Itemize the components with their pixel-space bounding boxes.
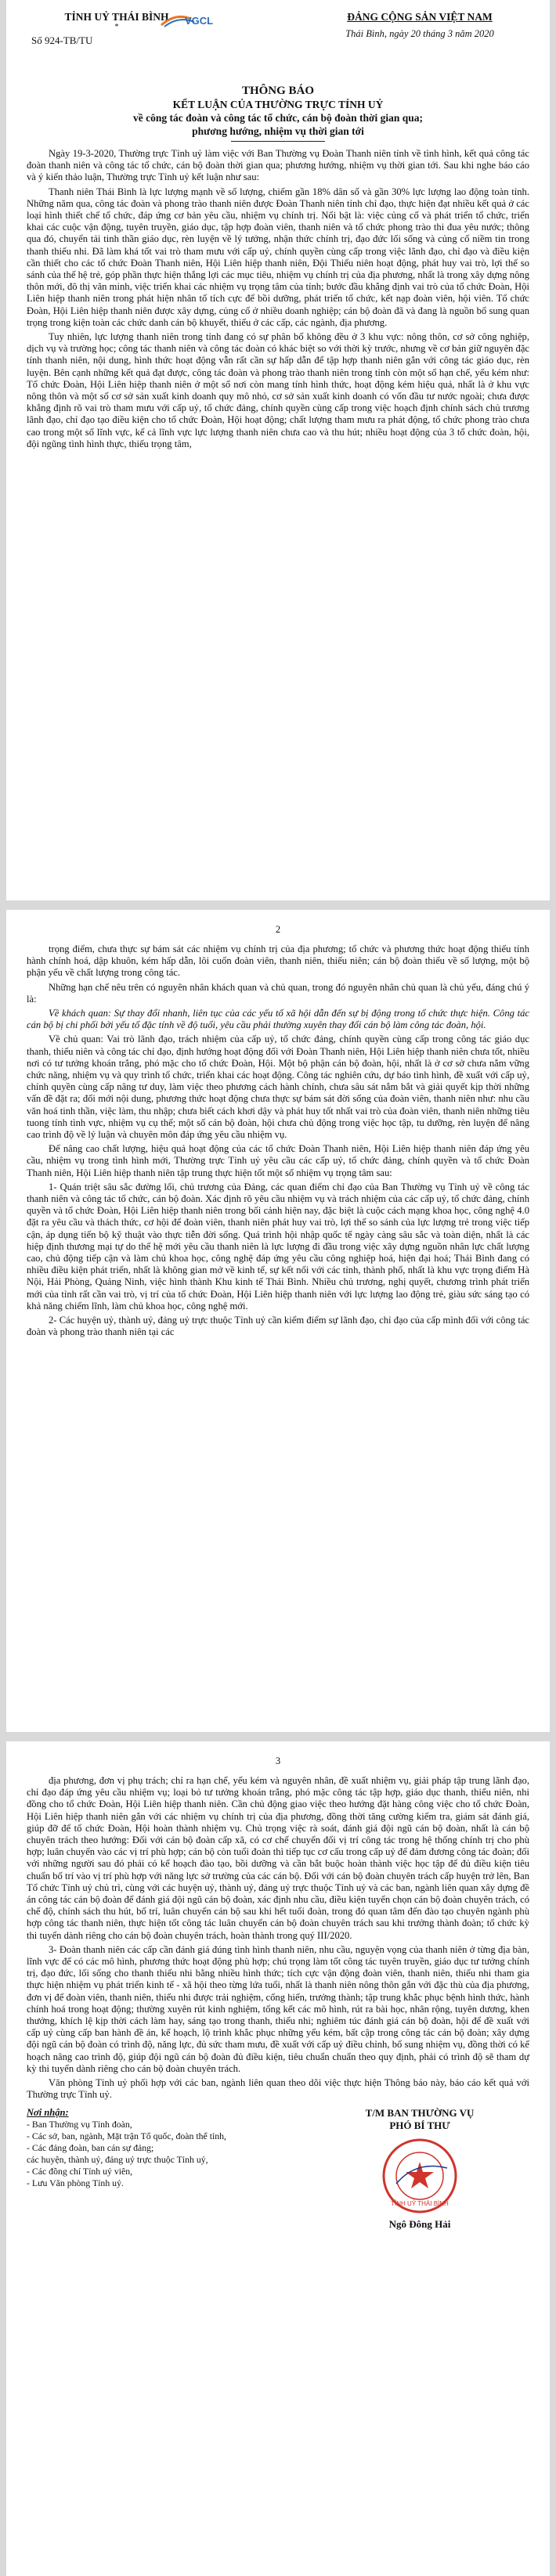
- paragraph: Những hạn chế nêu trên có nguyên nhân khách quan và chủ quan, trong đó nguyên nhân chủ quan là chủ yếu, đáng chú ý là:: [27, 981, 529, 1005]
- document-number: Số 924-TB/TU: [31, 34, 93, 46]
- recipient-item: - Các đảng đoàn, ban cán sự đảng;: [27, 2142, 154, 2154]
- paragraph: trọng điểm, chưa thực sự bám sát các nhiệm vụ chính trị của địa phương; tổ chức và phương thức hoạt động thiếu tính hành chính hoá, dập khuôn, kém hấp dẫn, lôi cuốn đoàn viên, thanh niên, thiếu niên; cán bộ đoàn thiếu về số lượng, một bộ phận yếu về chất lượng trong công tác.: [27, 943, 529, 979]
- signer-title: T/M BAN THƯỜNG VỤ: [365, 2107, 475, 2120]
- paragraph-subjective-causes: Về chủ quan: Vai trò lãnh đạo, trách nhiệm của cấp uỷ, tổ chức đảng, chính quyền cùng cấp trong công tác giáo dục thanh, thiếu niên và công tác chỉ đạo, định hướng hoạt động đối với Đoàn Thanh niên, Hội Liên hiệp thanh niên chưa tốt, nhiều nơi có tư tưởng khoán trắng, phó mặc cho tổ chức Đoàn, Hội. Một bộ phận cán bộ đoàn, hội, nhất là ở cơ sở chưa nắm vững chức năng, nhiệm vụ và quy trình tổ chức, triển khai các hoạt động. Công tác nghiên cứu, dự báo tình hình, đề xuất với cấp uỷ, chính quyền cùng cấp nâng tư duy, làm việc theo phương cách hành chính, chưa sâu sát nắm bắt và giải quyết kịp thời những vấn đề đặt ra; đổi mới nội dung, phương thức hoạt động chưa thực sự bám sát đời sống của đoàn viên, thanh niên như: nhu cầu văn hoá tinh thần, việc làm, thu nhập; chưa biết cách khơi dậy và phát huy tốt nhất vai trò của đoàn viên, thanh niên những tiêu tuong tính tình vực, nhiệm vụ cụ thể; một số cán bộ đoàn, hội chưa chủ động trong việc học tập, tu dưỡng, rèn luyện để nâng cao trình độ về lý luận và chuyên môn đáp ứng yêu cầu nhiệm vụ.: [27, 1034, 529, 1141]
- paragraph: Thanh niên Thái Bình là lực lượng mạnh về số lượng, chiếm gần 18% dân số và gần 30% lực lượng lao động toàn tỉnh. Những năm qua, công tác đoàn và phong trào thanh niên được Đoàn Thanh niên tỉnh chỉ đạo, thực hiện đạt nhiều kết quả ở các loại hình thiết chế tổ chức, đáp ứng cơ bản yêu cầu, nhiệm vụ chính trị. Nổi bật là: việc củng cố và phát triển tổ chức, triển khai các cuộc vận động, tuyên truyền, giáo dục, tập hợp đoàn viên, thanh niên và tổ chức phong trào thi đua yêu nước; thông qua đó, chuyển tải tinh thần giáo dục, rèn luyện về lý tưởng, nhận thức chính trị, đạo đức lối sống và củng cố niềm tin trong thanh thiếu nhi. Đã làm khá tốt vai trò tham mưu với cấp uỷ, chính quyền cùng cấp trong việc lãnh đạo, chỉ đạo và điều kiện cần thiết cho các tổ chức Đoàn Thanh niên, Hội Liên hiệp thanh niên, Đội Thiếu niên hoạt động, phát huy vai trò, lợi thế so sánh của thế hệ trẻ, góp phần thực hiện thắng lợi các mục tiêu, nhiệm vụ chính trị của địa phương, nhất là trong xây dựng nông thôn mới, đô thị văn minh, việc triển khai các nhiệm vụ trọng tâm của tỉnh; bước đầu khẳng định vai trò của tổ chức Đoàn, Hội Liên hiệp thanh niên trong phát hiện nhân tố tích cực để bồi dưỡng, phát triển tổ chức, kết nạp đoàn viên, hội viên. Tổ chức Đoàn, Hội Liên hiệp thanh niên được xây dựng, củng cố ở nhiều doanh nghiệp; cán bộ đoàn đã và đang là nguồn bổ sung quan trọng trong kiện toàn các chức danh cán bộ khuyết, thiếu ở các cấp, các ngành, địa phương.: [27, 186, 529, 328]
- issuer-star: *: [114, 23, 119, 31]
- logo-text: VGCL: [185, 15, 214, 27]
- party-block: [310, 11, 529, 40]
- issuer-name: TỈNH UỶ THÁI BÌNH: [64, 11, 169, 23]
- page-number: 3: [275, 1755, 281, 1766]
- paragraph: Để nâng cao chất lượng, hiệu quả hoạt động của các tổ chức Đoàn Thanh niên, Hội Liên hiệp thanh niên đáp ứng yêu cầu, nhiệm vụ trong tình hình mới, Thường trực Tỉnh uỷ yêu cầu các cấp uỷ, tổ chức đảng, chính quyền và tổ chức Đoàn Thanh niên, Hội Liên hiệp thanh niên tập trung thực hiện tốt một số nhiệm vụ trọng tâm sau:: [27, 1143, 529, 1178]
- vgcl-logo-icon: [160, 11, 221, 28]
- paragraph-task-3: 3- Đoàn thanh niên các cấp cần đánh giá đúng tình hình thanh niên, nhu cầu, nguyện vọng của thanh niên ở từng địa bàn, lĩnh vực để có các mô hình, phương thức hoạt động phù hợp; chú trọng làm tốt công tác tuyên truyền, giáo dục tư tưởng chính trị, đạo đức, lối sống cho thanh thiếu nhi bằng nhiều hình thức; tích cực vận động đoàn viên, thanh niên, thiếu nhi tham gia thực hiện nhiệm vụ phát triển kinh tế - xã hội theo từng lứa tuổi, nhất là thanh niên nông thôn gắn với đặc thù của địa phương, đơn vị để đoàn viên, thanh niên, thiếu nhi được trải nghiệm, cống hiến, trưởng thành; tập trung khắc phục bệnh hình thức, hành chính hoá trong hoạt động; thường xuyên rút kinh nghiệm, tổng kết các mô hình, rút ra bài học, nhân rộng, tuyên dương, khen thưởng, khích lệ kịp thời cách làm hay, sáng tạo trong thanh, thiếu nhi; nghiêm túc đánh giá cán bộ đoàn, hội để đề xuất với cấp uỷ cùng cấp ban hành đề án, kế hoạch, lộ trình khắc phục những yếu kém, bất cập trong công tác cán bộ đoàn; xây dựng đội ngũ cán bộ đoàn có trình độ, năng lực, đủ sức tham mưu, đề xuất với cấp uỷ điều chỉnh, bổ sung nhiệm vụ, đồng thời có kế hoạch nâng cao trình độ, giúp đội ngũ cán bộ đoàn đủ điều kiện, tiêu chuẩn chuẩn theo quy định, phải có trình độ sẽ tham dự kỳ thi tuyển dành riêng cho cán bộ đoàn chuyên trách.: [27, 1943, 529, 2074]
- subtitle-line-2: về công tác đoàn và công tác tổ chức, cán bộ đoàn thời gian qua;: [133, 112, 423, 124]
- page-2: [6, 910, 550, 1732]
- recipient-item: các huyện, thành uỷ, đảng uỷ trực thuộc Tỉnh uỷ,: [27, 2154, 208, 2166]
- recipient-item: - Lưu Văn phòng Tỉnh uỷ.: [27, 2177, 124, 2189]
- paragraph-closing: Văn phòng Tỉnh uỷ phối hợp với các ban, ngành liên quan theo dõi việc thực hiện Thông báo này, báo cáo kết quả với Thường trực Tỉnh uỷ.: [27, 2077, 529, 2101]
- signature-section: [27, 2107, 529, 2279]
- page-number: 2: [275, 924, 281, 935]
- document-title: THÔNG BÁO: [241, 85, 315, 97]
- paragraph-objective-causes: Về khách quan: Sự thay đổi nhanh, liên tục của các yếu tố xã hội dẫn đến sự bị động trong tổ chức thực hiện. Công tác cán bộ bị chi phối bởi yếu tố đặc tính về độ tuổi, yêu cầu phải thường xuyên thay đổi cán bộ làm công tác đoàn, hội.: [27, 1008, 529, 1031]
- paragraph-task-2: 2- Các huyện uỷ, thành uỷ, đảng uỷ trực thuộc Tỉnh uỷ cần kiểm điểm sự lãnh đạo, chỉ đạo của cấp mình đối với công tác đoàn và phong trào thanh niên tại các: [27, 1315, 529, 1338]
- recipients-heading: Nơi nhận:: [27, 2107, 69, 2119]
- paragraph-task-1: 1- Quán triệt sâu sắc đường lối, chủ trương của Đảng, các quan điểm chỉ đạo của Ban Thường vụ Tỉnh uỷ về công tác thanh niên và công tác tổ chức, cán bộ đoàn. Xác định rõ yêu cầu nhiệm vụ và trách nhiệm của các cấp uỷ, tổ chức đảng, chính quyền và tổ chức Đoàn, Hội Liên hiệp thanh niên trong bối cảnh hiện nay, đặc biệt là cuộc cách mạng khoa học, công nghệ 4.0 đặt ra yêu cầu và thách thức, cơ hội để đoàn viên, thanh niên phát huy vai trò, lợi thế so sánh của lực lượng trẻ trong việc tiếp cận, áp dụng tiến bộ kỹ thuật vào thực tiễn đời sống. Quá trình hội nhập quốc tế ngày càng sâu sắc và toàn diện, nhất là các hiệp định thương mại tự do thế hệ mới yêu cầu thanh niên là lực lượng đi đầu trong việc xây dựng nguồn nhân lực chất lượng cao, chủ động tiếp cận và làm chủ khoa học, công nghệ đáp ứng yêu cầu công nghiệp hoá, hiện đại hoá; Thái Bình đang có nhiều điều kiện phát triển, nhất là không gian mở về kinh tế, sự kết nối với các tỉnh, thành phố, nhất là khu vực trọng điểm Hà Nội, Hải Phòng, Quảng Ninh, việc hình thành Khu kinh tế Thái Bình. Nhiều chủ trương, nghị quyết, chương trình phát triển mới của tỉnh rất cần vai trò, vị trí của tổ chức Đoàn, Hội Liên hiệp thanh niên với lực lượng lao động trẻ, giàu sức sáng tạo có khả năng chiếm lĩnh, làm chủ khoa học, công nghệ mới.: [27, 1181, 529, 1311]
- signer-position: PHÓ BÍ THƯ: [389, 2120, 450, 2132]
- paragraph: Ngày 19-3-2020, Thường trực Tỉnh uỷ làm việc với Ban Thường vụ Đoàn Thanh niên tỉnh về tình hình, kết quả công tác đoàn thanh niên và công tác tổ chức, cán bộ đoàn thời gian qua; phương hướng, nhiệm vụ thời gian tới. Sau khi nghe báo cáo và ý kiến thảo luận, Thường trực Tỉnh uỷ kết luận như sau:: [27, 148, 529, 183]
- document-header: [27, 11, 529, 83]
- official-seal-icon: [381, 2137, 459, 2215]
- party-name: ĐẢNG CỘNG SẢN VIỆT NAM: [347, 11, 493, 23]
- seal-text: TỈNH UỶ THÁI BÌNH: [391, 2200, 449, 2208]
- page-3: [6, 1741, 550, 2576]
- paragraph: địa phương, đơn vị phụ trách; chỉ ra hạn chế, yếu kém và nguyên nhân, đề xuất nhiệm vụ, giải pháp tập trung lãnh đạo, chỉ đạo đáp ứng yêu cầu nhiệm vụ; loại bỏ tư tưởng khoán trắng, phó mặc công tác tập hợp, giáo dục thanh, thiếu niên, nhi đồng cho tổ chức Đoàn, Hội Liên hiệp thanh niên. Cần chủ động giao việc theo hướng đặt hàng công việc cho tổ chức Đoàn, Hội Liên hiệp thanh niên gắn với các nhiệm vụ chính trị của địa phương, đồng thời tăng cường kiểm tra, giám sát đánh giá, giúp đỡ để tổ chức Đoàn, Hội hoàn thành nhiệm vụ. Chủ trọng việc rà soát, đánh giá đội ngũ cán bộ đoàn, nhất là cán bộ chuyên trách theo hướng: Đối với cán bộ đoàn cấp xã, có cơ chế chuyển đổi vị trí công tác trong hệ thống chính trị cho phù hợp; luân chuyển vào các vị trí phù hợp; cán bộ còn tuổi đoàn thì tiếp tục cơ cấu trong cấp uỷ để đảm đương công tác đoàn; đối với những người sau đó phải có kế hoạch đào tạo, bồi dưỡng và cần bắt buộc hoàn thành việc học tập để đủ điều kiện tiêu chuẩn bố trí vào vị trí phù hợp với năng lực sở trường của các cán bộ. Đối với cán bộ đoàn chuyên trách cấp huyện trở lên, Ban Tổ chức Tỉnh uỷ chủ trì, cùng với các huyện uỷ, thành uỷ, đảng uỷ trực thuộc Tỉnh uỷ và các ban, ngành liên quan xây dựng đề án công tác cán bộ đoàn để đánh giá đội ngũ cán bộ đoàn, xác định nhu cầu, điều kiện tuyển chọn cán bộ đoàn chuyên trách, có chế độ, chính sách thu hút, bố trí, luân chuyển cán bộ sau khi hết tuổi đoàn, trong đó quan tâm đến đào tạo chuyên ngành phù hợp công tác thanh niên, thực hiện tốt công tác luân chuyển cán bộ đoàn chuyên trách sau khi trưởng thành đoàn; tổ chức kỳ thi tuyển dành riêng cho cán bộ đoàn chuyên trách, hoàn thành trong quý III/2020.: [27, 1775, 529, 1941]
- subtitle-line-3: phương hướng, nhiệm vụ thời gian tới: [192, 125, 364, 137]
- paragraph: Tuy nhiên, lực lượng thanh niên trong tỉnh đang có sự phân bố không đều ở 3 khu vực: nông thôn, cơ sở công nghiệp, dịch vụ và trường học; công tác thanh niên và công tác đoàn có khác biệt so với thời kỳ trước, nhưng về cơ bản giữ nguyên đặc tính thanh niên, nội dung, hình thức hoạt động vẫn rất cần sự hấp dẫn để tập hợp thanh niên gắn với công tác giáo dục, rèn luyện. Bên cạnh những kết quả đạt được, công tác đoàn và phong trào thanh niên trong tỉnh còn một số hạn chế, yếu kém như: Tổ chức Đoàn, Hội Liên hiệp thanh niên ở một số nơi còn mang tính hình thức, hoạt động kém hiệu quả, nhất là ở khu vực nông thôn và một số cơ sở sản xuất kinh doanh quy mô nhỏ, cơ sở sản xuất kinh doanh có vốn đầu tư nước ngoài; chưa được khẳng định rõ vai trò tham mưu với cấp uỷ, tổ chức đảng, chính quyền cùng cấp trong việc hoạch định chính sách chủ trương lãnh đạo, chỉ đạo tạo điều kiện cho tổ chức Đoàn, Hội hoạt động; chất lượng tham mưu ra phát động, tổ chức phong trào chưa cao trong một số lĩnh vực, kể cả lĩnh vực lực lượng thanh niên chưa cao và thu hút; nhiều hoạt động của 3 tổ chức đoàn, hội, đội ngũng tình hình thực, thiếu trọng tâm,: [27, 331, 529, 449]
- signer-block: [310, 2107, 529, 2231]
- page-1: [6, 0, 550, 900]
- recipient-item: - Các đồng chí Tỉnh uỷ viên,: [27, 2166, 133, 2177]
- title-divider: [231, 141, 325, 142]
- recipient-item: - Các sở, ban, ngành, Mặt trận Tổ quốc, đoàn thể tỉnh,: [27, 2130, 227, 2142]
- place-date: Thái Bình, ngày 20 tháng 3 năm 2020: [345, 28, 494, 39]
- recipients-block: [27, 2107, 285, 2189]
- subtitle-line-1: KẾT LUẬN CỦA THƯỜNG TRỰC TỈNH UỶ: [172, 99, 384, 110]
- signer-name: Ngô Đông Hải: [388, 2218, 451, 2231]
- recipient-item: - Ban Thường vụ Tỉnh đoàn,: [27, 2119, 132, 2130]
